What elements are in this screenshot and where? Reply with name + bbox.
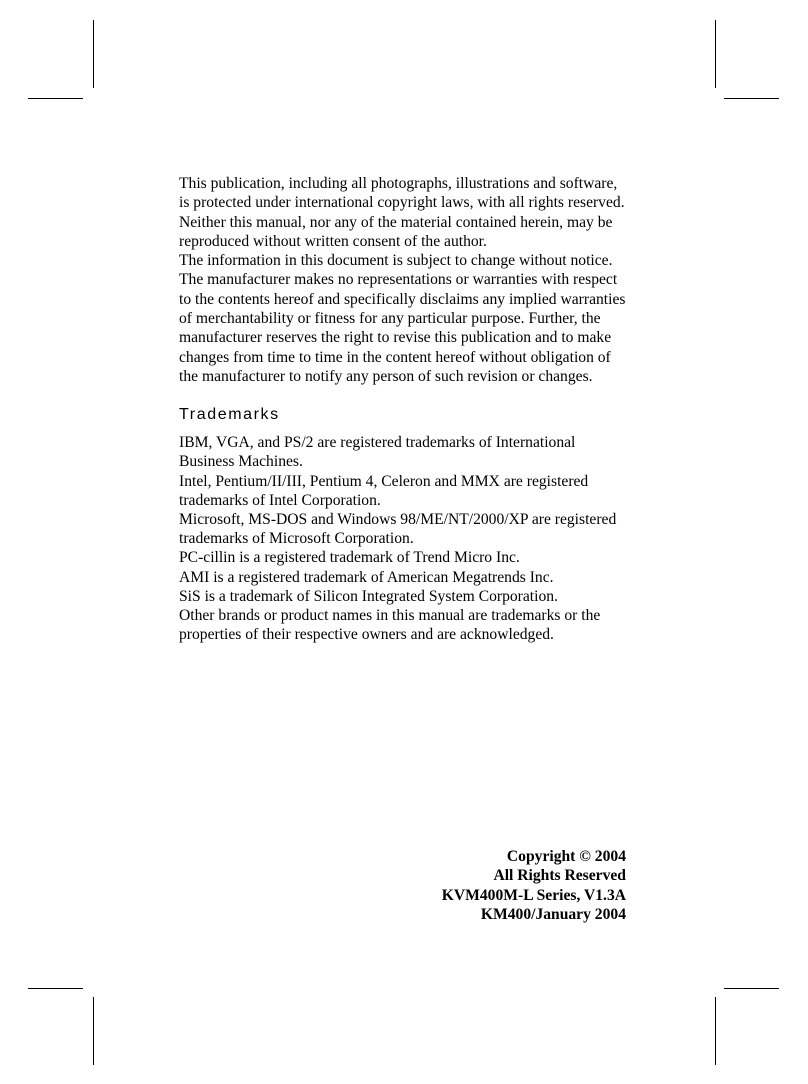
trademarks-list <box>179 433 631 644</box>
copyright-year: Copyright © 2004 <box>506 848 626 865</box>
trademark-item: Other brands or product names in this manual are trademarks or the properties of their respective owners and are acknowledged. <box>179 607 601 644</box>
publication-date: KM400/January 2004 <box>480 905 626 923</box>
intro-paragraph-copyright: This publication, including all photographs, illustrations and software, is protected under international copyright laws, with all rights reserved. Neither this manual, nor any of the material contained herein, may be reproduced without written consent of the author. <box>179 175 625 250</box>
crop-mark-bottom-left-horizontal <box>28 988 83 989</box>
crop-mark-top-left-horizontal <box>28 98 83 99</box>
crop-mark-top-left-vertical <box>93 20 94 88</box>
trademarks-heading: Trademarks <box>179 406 280 424</box>
crop-mark-bottom-right-vertical <box>715 997 716 1065</box>
page-content <box>179 174 631 645</box>
trademark-item: IBM, VGA, and PS/2 are registered trademarks of International Business Machines. <box>179 434 576 471</box>
copyright-block <box>442 847 626 924</box>
trademark-item: PC-cillin is a registered trademark of Trend Micro Inc. <box>179 549 520 567</box>
crop-mark-bottom-right-horizontal <box>724 988 779 989</box>
rights-reserved: All Rights Reserved <box>493 867 626 885</box>
trademark-item: Intel, Pentium/II/III, Pentium 4, Celeron and MMX are registered trademarks of Intel Corporation. <box>179 472 589 509</box>
crop-mark-bottom-left-vertical <box>93 997 94 1065</box>
crop-mark-top-right-vertical <box>715 20 716 88</box>
trademark-item: AMI is a registered trademark of American Megatrends Inc. <box>179 568 554 586</box>
product-version: KVM400M-L Series, V1.3A <box>441 886 626 904</box>
trademark-item: Microsoft, MS-DOS and Windows 98/ME/NT/2000/XP are registered trademarks of Microsoft Corporation. <box>179 511 617 548</box>
intro-paragraph-disclaimer: The information in this document is subject to change without notice. The manufacturer makes no representations or warranties with respect to the contents hereof and specifically disclaims any implied warranties of merchantability or fitness for any particular purpose. Further, the manufacturer reserves the right to revise this publication and to make changes from time to time in the content hereof without obligation of the manufacturer to notify any person of such revision or changes. <box>179 252 626 385</box>
crop-mark-top-right-horizontal <box>724 98 779 99</box>
trademark-item: SiS is a trademark of Silicon Integrated System Corporation. <box>179 587 558 605</box>
